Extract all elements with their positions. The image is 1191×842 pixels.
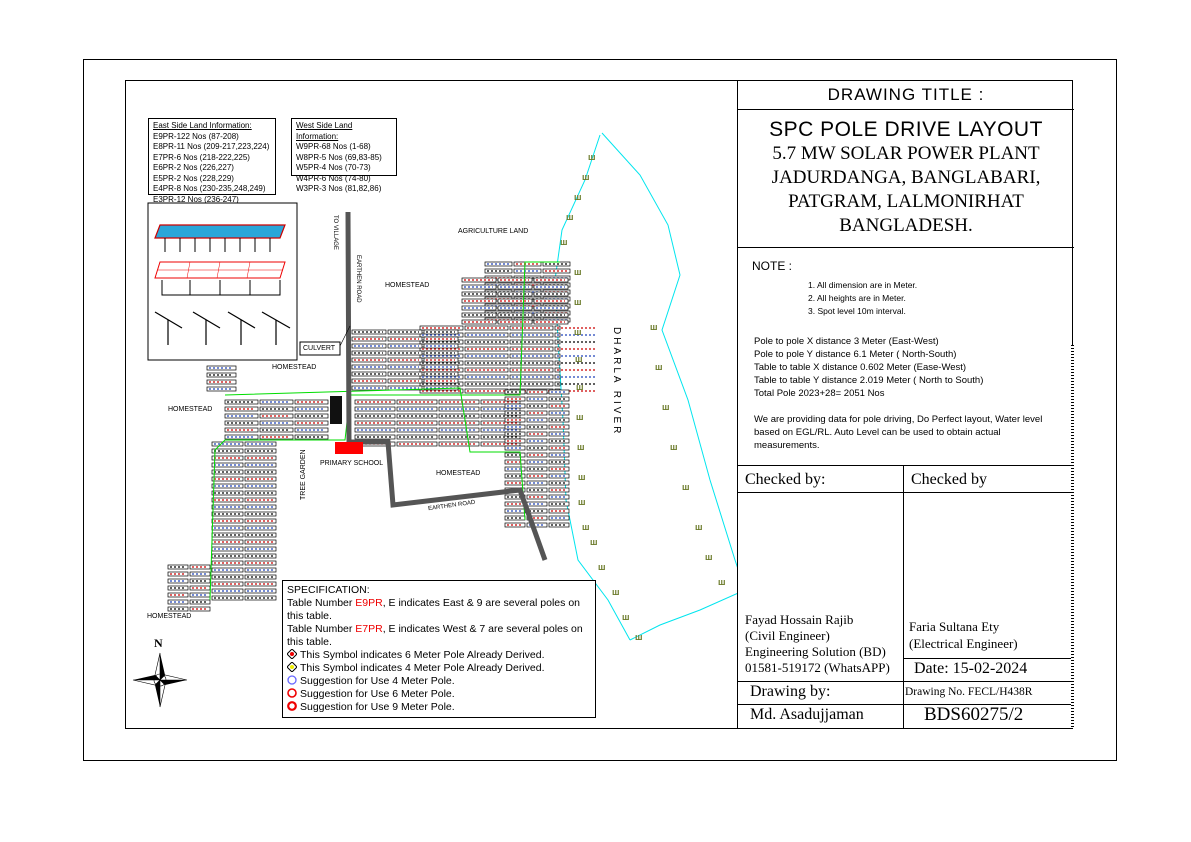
legend-4m-derived: This Symbol indicates 4 Meter Pole Already Derived.	[287, 662, 591, 675]
legend-6m-suggest: Suggestion for Use 6 Meter Pole.	[287, 688, 591, 701]
solar-table-row	[424, 372, 458, 376]
spec-item: Table to table Y distance 2.019 Meter ( North to South)	[754, 375, 984, 386]
checker-line: (Civil Engineer)	[745, 628, 830, 643]
west-info-item: W9PR-68 Nos (1-68)	[296, 142, 371, 151]
west-info-item: W4PR-6 Nos (74-80)	[296, 173, 371, 183]
solar-table-row	[352, 379, 386, 383]
tree-icon: ш	[576, 412, 584, 422]
east-info-item: E5PR-2 Nos (228,229)	[153, 173, 234, 183]
label-homestead: HOMESTEAD	[436, 470, 481, 477]
solar-table-row	[388, 372, 422, 376]
tree-icon: ш	[566, 212, 574, 222]
north-compass	[133, 653, 187, 707]
red-circle-thick-icon	[287, 701, 297, 711]
solar-table-row	[388, 365, 422, 369]
west-info-item: W8PR-5 Nos (69,83-85)	[296, 152, 382, 162]
solar-table-row	[225, 435, 258, 439]
solar-table-row	[352, 337, 386, 341]
panel-illustration	[148, 203, 297, 360]
label-homestead: HOMESTEAD	[147, 613, 192, 620]
solar-table-row	[388, 330, 422, 334]
west-side-land-info	[291, 118, 397, 193]
west-info-title: West Side Land Information:	[296, 121, 353, 141]
solar-table-row	[462, 278, 496, 282]
solar-table-row	[352, 351, 386, 355]
east-info-item: E3PR-12 Nos (236-247)	[153, 194, 239, 204]
solar-table-row	[534, 285, 568, 289]
solar-table-row	[352, 365, 386, 369]
solar-table-row	[295, 435, 328, 439]
tree-icon: ш	[612, 587, 620, 597]
solar-table-row	[388, 351, 422, 355]
legend-6m-derived: This Symbol indicates 6 Meter Pole Already Derived.	[287, 649, 591, 662]
tree-icon: ш	[574, 297, 582, 307]
tree-icon: ш	[574, 192, 582, 202]
solar-table-row	[260, 428, 293, 432]
solar-table-row	[225, 428, 258, 432]
building	[330, 396, 342, 424]
solar-table-row	[388, 379, 422, 383]
solar-table-row	[462, 292, 496, 296]
solar-table-row	[388, 344, 422, 348]
tree-icon: ш	[705, 552, 713, 562]
east-info-title: East Side Land Information:	[153, 121, 252, 130]
solar-table-row	[424, 365, 458, 369]
tree-icon: ш	[578, 497, 586, 507]
note-item: 3. Spot level 10m interval.	[808, 306, 906, 316]
tree-icon: ш	[575, 354, 583, 364]
tree-icon: ш	[718, 577, 726, 587]
tree-icon: ш	[655, 362, 663, 372]
tree-icon: ш	[574, 327, 582, 337]
tree-icon: ш	[588, 152, 596, 162]
spec-item: Pole to pole Y distance 6.1 Meter ( North-South)	[754, 349, 957, 360]
primary-school	[335, 442, 363, 454]
checker-line: Engineering Solution (BD)	[745, 644, 886, 659]
east-info-item: E9PR-122 Nos (87-208)	[153, 131, 239, 141]
label-homestead: HOMESTEAD	[168, 406, 213, 413]
label-primary-school: PRIMARY SCHOOL	[320, 460, 384, 467]
checked-by-label: Checked by:	[745, 471, 826, 488]
label-to-village: TO VILLAGE	[332, 215, 338, 250]
solar-table-row	[352, 372, 386, 376]
note-title: NOTE :	[752, 259, 793, 273]
west-info-item: W5PR-4 Nos (70-73)	[296, 163, 371, 172]
label-tree-garden: TREE GARDEN	[300, 449, 307, 500]
solar-table-row	[225, 407, 258, 411]
solar-table-row	[498, 278, 532, 282]
solar-table-row	[534, 292, 568, 296]
legend-9m-suggest: Suggestion for Use 9 Meter Pole.	[287, 701, 591, 714]
specification-box	[282, 580, 596, 718]
tree-icon: ш	[622, 612, 630, 622]
diamond-4m-icon	[287, 662, 297, 672]
drawing-number: Drawing No. FECL/H438R	[905, 686, 1033, 698]
solar-table-row	[424, 330, 458, 334]
drawing-title-heading: DRAWING TITLE :	[738, 80, 1074, 110]
solar-table-row	[534, 306, 568, 310]
tree-icon: ш	[670, 442, 678, 452]
solar-table-row	[260, 407, 293, 411]
subtitle-line: BANGLADESH.	[839, 215, 973, 236]
solar-table-row	[295, 407, 328, 411]
drawer-name: Md. Asadujjaman	[750, 706, 864, 723]
north-label: N	[154, 636, 163, 650]
solar-table-row	[260, 414, 293, 418]
document-number: BDS60275/2	[924, 704, 1024, 725]
spec-line-2: Table Number E7PR, E indicates West & 7 are several poles on this table.	[287, 623, 583, 648]
solar-table-row	[295, 421, 328, 425]
note-item: 2. All heights are in Meter.	[808, 293, 906, 303]
solar-table-row	[225, 400, 258, 404]
label-agriculture-land: AGRICULTURE LAND	[458, 228, 529, 235]
tree-icon: ш	[682, 482, 690, 492]
checked-by-label: Checked by	[911, 471, 987, 488]
solar-table-row	[225, 414, 258, 418]
solar-table-row	[424, 344, 458, 348]
solar-table-row	[424, 379, 458, 383]
solar-table-row	[498, 306, 532, 310]
tree-icon: ш	[590, 537, 598, 547]
legend-4m-suggest: Suggestion for Use 4 Meter Pole.	[287, 675, 591, 688]
solar-table-row	[352, 344, 386, 348]
solar-table-row	[462, 285, 496, 289]
checked-by-row	[738, 466, 1074, 493]
solar-table-row	[424, 337, 458, 341]
solar-table-row	[498, 299, 532, 303]
title-subtitle	[738, 142, 1074, 238]
solar-table-row	[498, 292, 532, 296]
drawing-by-label: Drawing by:	[750, 683, 831, 700]
solar-table-row	[352, 358, 386, 362]
tree-icon: ш	[560, 237, 568, 247]
east-info-item: E8PR-11 Nos (209-217,223,224)	[153, 142, 270, 151]
subtitle-line: 5.7 MW SOLAR POWER PLANT	[772, 143, 1040, 164]
remark: We are providing data for pole driving, Do Perfect layout, Water level based on EGL/RL. Auto Level can be used to obtain actual measurements.	[754, 414, 1043, 451]
subtitle-line: JADURDANGA, BANGLABARI,	[771, 167, 1041, 188]
spec-item: Pole to pole X distance 3 Meter (East-West)	[754, 336, 939, 347]
frame-tick-marks	[1071, 345, 1074, 728]
title-main: SPC POLE DRIVE LAYOUT	[769, 118, 1043, 141]
solar-table-row	[534, 299, 568, 303]
solar-table-row	[260, 421, 293, 425]
solar-table-row	[462, 299, 496, 303]
spec-line-1: Table Number E9PR, E indicates East & 9 are several poles on this table.	[287, 597, 580, 622]
label-earthen-road: EARTHEN ROAD	[355, 255, 361, 303]
spec-item: Table to table X distance 0.602 Meter (Ease-West)	[754, 362, 967, 373]
checker-line: Faria Sultana Ety	[909, 619, 1000, 634]
tree-icon: ш	[662, 402, 670, 412]
solar-table-row	[352, 386, 386, 390]
label-earthen-road: EARTHEN ROAD	[427, 499, 476, 513]
checker-2	[909, 618, 1018, 652]
solar-table-row	[388, 337, 422, 341]
solar-table-row	[225, 421, 258, 425]
solar-table-row	[534, 278, 568, 282]
checker-line: 01581-519172 (WhatsAPP)	[745, 660, 890, 675]
notes-section	[738, 248, 1074, 466]
solar-table-row	[352, 330, 386, 334]
solar-table-row	[424, 358, 458, 362]
spec-title: SPECIFICATION:	[287, 584, 370, 596]
east-side-land-info	[148, 118, 276, 204]
tree-icon: ш	[578, 472, 586, 482]
tree-icon: ш	[650, 322, 658, 332]
drawing-title	[738, 110, 1074, 248]
tree-icon: ш	[695, 522, 703, 532]
red-circle-icon	[287, 688, 297, 698]
label-homestead: HOMESTEAD	[272, 364, 317, 371]
solar-table-row	[295, 428, 328, 432]
solar-table-row	[498, 320, 532, 324]
checker-line: (Electrical Engineer)	[909, 636, 1018, 651]
tree-icon: ш	[598, 562, 606, 572]
title-block	[737, 80, 1073, 729]
solar-table-row	[295, 400, 328, 404]
label-dharla-river: DHARLA RIVER	[611, 327, 622, 437]
diamond-6m-icon	[287, 649, 297, 659]
spec-item: Total Pole 2023+28= 2051 Nos	[754, 388, 885, 399]
solar-table-row	[295, 414, 328, 418]
east-info-item: E6PR-2 Nos (226,227)	[153, 163, 234, 172]
solar-table-row	[462, 313, 496, 317]
label-homestead: HOMESTEAD	[385, 282, 430, 289]
solar-table-row	[260, 435, 293, 439]
checker-1	[745, 612, 890, 676]
solar-table-row	[498, 313, 532, 317]
subtitle-line: PATGRAM, LALMONIRHAT	[788, 191, 1024, 212]
checker-line: Fayad Hossain Rajib	[745, 612, 854, 627]
solar-table-row	[424, 351, 458, 355]
solar-table-row	[260, 400, 293, 404]
solar-table-row	[388, 358, 422, 362]
tree-icon: ш	[576, 382, 584, 392]
east-info-item: E4PR-8 Nos (230-235,248,249)	[153, 184, 266, 193]
tree-icon: ш	[635, 632, 643, 642]
tree-icon: ш	[582, 522, 590, 532]
east-info-item: E7PR-6 Nos (218-222,225)	[153, 152, 250, 162]
tree-icon: ш	[574, 267, 582, 277]
note-item: 1. All dimension are in Meter.	[808, 280, 918, 290]
solar-table-row	[462, 320, 496, 324]
date: Date: 15-02-2024	[914, 660, 1028, 677]
west-info-item: W3PR-3 Nos (81,82,86)	[296, 184, 382, 193]
solar-table-row	[498, 285, 532, 289]
blue-circle-icon	[287, 675, 297, 685]
tree-icon: ш	[577, 442, 585, 452]
label-culvert: CULVERT	[303, 345, 336, 352]
solar-table-row	[534, 320, 568, 324]
tree-icon: ш	[582, 172, 590, 182]
solar-table-row	[462, 306, 496, 310]
solar-table-row	[534, 313, 568, 317]
